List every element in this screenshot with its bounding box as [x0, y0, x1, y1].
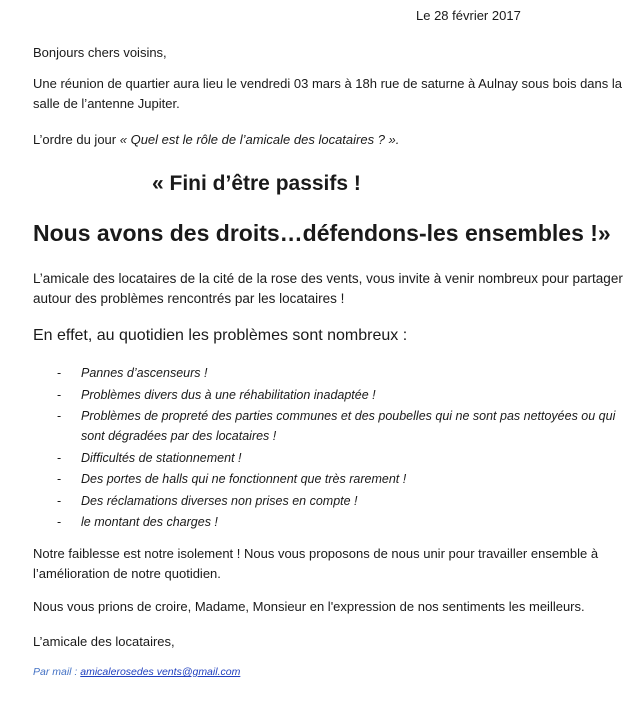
mail-label: Par mail : — [33, 666, 81, 678]
list-item: - Problèmes divers dus à une réhabilitation inadaptée ! — [57, 385, 632, 405]
intro-paragraph: Une réunion de quartier aura lieu le vendredi 03 mars à 18h rue de saturne à Aulnay sous bois dans la salle de l’antenne Jupiter. — [33, 76, 622, 111]
list-item: - Problèmes de propreté des parties communes et des poubelles qui ne sont pas nettoyées ou qui sont dégradées par des locataires ! — [57, 406, 632, 446]
letter-date: Le 28 février 2017 — [416, 8, 521, 23]
agenda-prefix: L’ordre du jour — [33, 132, 120, 147]
problems-heading: En effet, au quotidien les problèmes sont nombreux : — [33, 327, 408, 344]
list-dash: - — [57, 515, 62, 529]
list-dash: - — [57, 409, 62, 423]
list-dash: - — [57, 387, 62, 402]
list-item: - Difficultés de stationnement ! — [57, 448, 632, 468]
closing-formula: Nous vous prions de croire, Madame, Monsieur en l'expression de nos sentiments les meilleurs. — [33, 599, 585, 614]
agenda-topic: « Quel est le rôle de l’amicale des locataires ? ». — [119, 132, 400, 147]
mail-contact — [33, 666, 240, 678]
problems-list — [57, 363, 632, 534]
agenda-line — [33, 130, 399, 150]
invitation-paragraph: L’amicale des locataires de la cité de la rose des vents, vous invite à venir nombreux pour partager autour des problèmes rencontrés par les locataires ! — [33, 271, 623, 306]
greeting: Bonjours chers voisins, — [33, 45, 167, 60]
list-item: - Des portes de halls qui ne fonctionnent que très rarement ! — [57, 469, 632, 489]
list-dash: - — [57, 366, 62, 380]
slogan-heading-2: Nous avons des droits…défendons-les ensembles !» — [33, 220, 611, 246]
weakness-paragraph: Notre faiblesse est notre isolement ! Nous vous proposons de nous unir pour travailler ensemble à l’amélioration de notre quotidien. — [33, 546, 599, 581]
signature: L’amicale des locataires, — [33, 634, 175, 649]
list-item: - le montant des charges ! — [57, 512, 632, 532]
slogan-heading-1: « Fini d’être passifs ! — [152, 172, 361, 195]
list-dash: - — [57, 450, 62, 465]
list-dash: - — [57, 493, 62, 508]
list-item: - Pannes d’ascenseurs ! — [57, 363, 632, 383]
list-item: - Des réclamations diverses non prises en compte ! — [57, 491, 632, 511]
email-link[interactable]: amicalerosedes vents@gmail.com — [80, 666, 241, 678]
list-dash: - — [57, 472, 62, 486]
